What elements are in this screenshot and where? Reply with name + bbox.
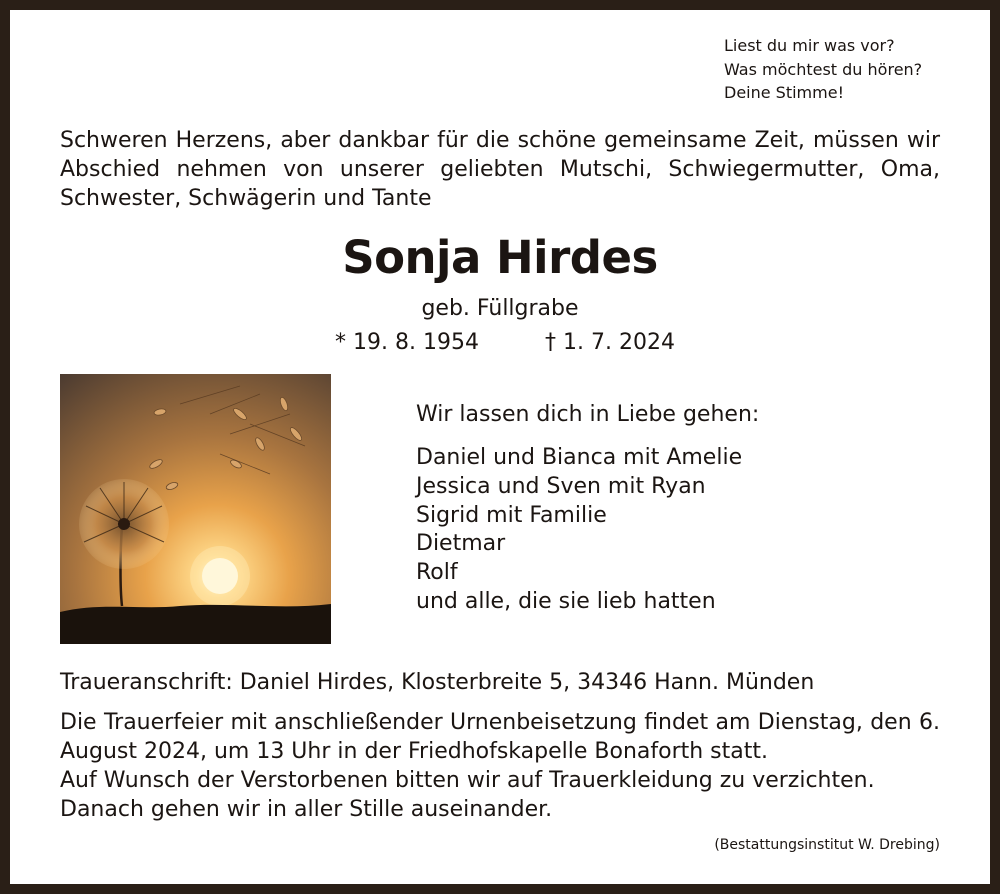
birth-name: geb. Füllgrabe [421, 296, 579, 321]
quote-line: Was möchtest du hören? [724, 59, 923, 79]
list-item: Rolf [416, 560, 458, 586]
intro-text: Schweren Herzens, aber dankbar für die schöne gemeinsame Zeit, müssen wir Abschied nehmen von unserer geliebten Mutschi, Schwiegermutter, Oma, Schwester, Schwägerin und Tante [60, 128, 940, 211]
obituary-card [10, 10, 990, 884]
quote-block [724, 34, 964, 105]
birth-date: * 19. 8. 1954 [335, 330, 479, 355]
mourning-address: Traueranschrift: Daniel Hirdes, Klosterbreite 5, 34346 Hann. Münden [60, 670, 815, 695]
ceremony-line: Auf Wunsch der Verstorbenen bitten wir auf Trauerkleidung zu verzichten. [60, 768, 875, 793]
funeral-home-credit: (Bestattungsinstitut W. Drebing) [714, 837, 940, 853]
list-item: Sigrid mit Familie [416, 502, 607, 528]
ceremony-line: Die Trauerfeier mit anschließender Urnenbeisetzung findet am Dienstag, den 6. August 2024, um 13 Uhr in der Friedhofskapelle Bonaforth statt. [60, 710, 940, 764]
ceremony-line: Danach gehen wir in aller Stille auseinander. [60, 797, 553, 822]
death-date: † 1. 7. 2024 [545, 330, 675, 355]
mourners-list [416, 444, 936, 617]
mourners-heading: Wir lassen dich in Liebe gehen: [416, 402, 760, 427]
deceased-name: Sonja Hirdes [342, 231, 658, 284]
quote-line: Liest du mir was vor? [724, 36, 895, 55]
ceremony-info [60, 708, 940, 824]
list-item: Daniel und Bianca mit Amelie [416, 445, 743, 470]
list-item: Jessica und Sven mit Ryan [416, 473, 706, 499]
quote-line: Deine Stimme! [724, 83, 844, 102]
list-item: und alle, die sie lieb hatten [416, 588, 716, 614]
list-item: Dietmar [416, 531, 506, 557]
dandelion-sunset-photo [60, 374, 331, 644]
